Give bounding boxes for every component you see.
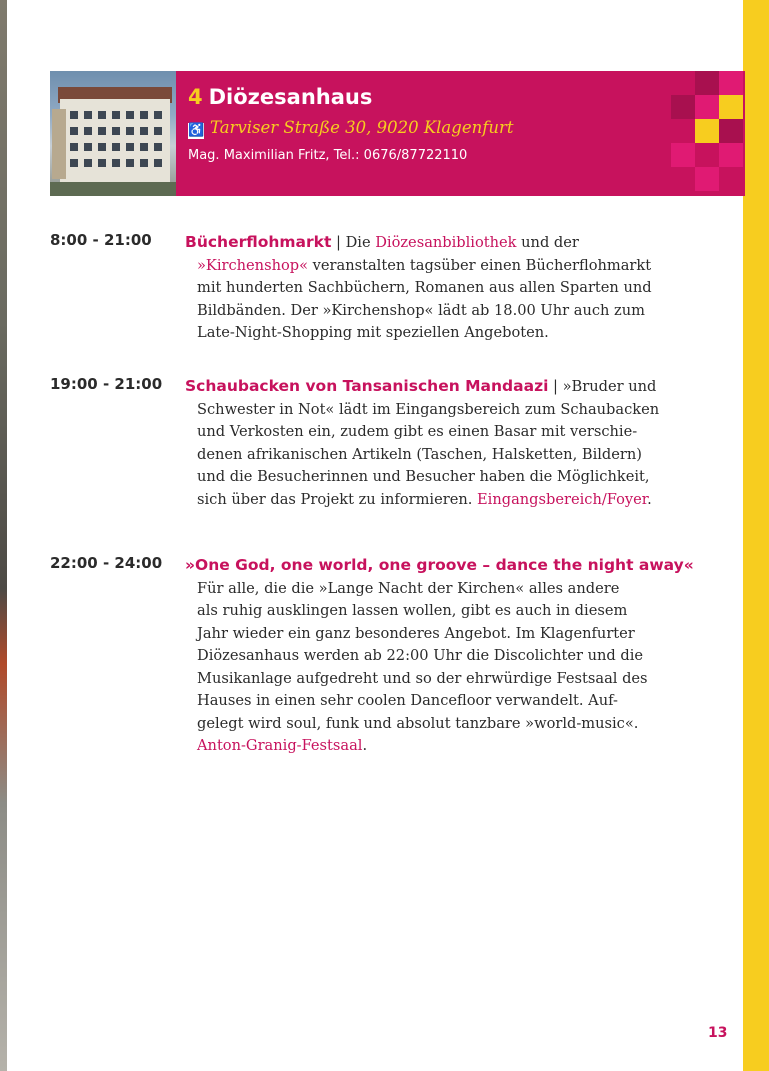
address-text: Tarviser Straße 30, 9020 Klagenfurt (210, 118, 514, 137)
venue-title (188, 85, 372, 109)
building-photo (50, 71, 176, 196)
venue-address (188, 118, 513, 139)
wheelchair-icon: ♿ (188, 123, 205, 138)
page-number: 13 (708, 1025, 728, 1041)
event-location-link[interactable]: Eingangsbereich/Foyer (477, 490, 648, 508)
event-location-link[interactable]: Anton-Granig-Festsaal (197, 737, 363, 754)
venue-contact: Mag. Maximilian Fritz, Tel.: 0676/87722110 (188, 148, 468, 163)
event-time: 22:00 - 24:00 (50, 554, 163, 572)
event-description: »One God, one world, one groove – dance the night away« Für alle, die die »Lange Nacht der Kirchen« alles andere als ruhig ausklingen lassen wollen, gibt es auch in diesem Jahr wieder ein ganz besonderes Angebot. Im Klagenfurter Diözesanhaus werden ab 22:00 Uhr die Discolichter und die Musikanlage aufgedreht und so der ehrwürdige Festsaal des Hauses in einen sehr coolen Dancefloor verwandelt. Auf- gelegt wird soul, funk und absolut tanzbare »world-music«. Anton-Granig-Festsaal. (185, 556, 694, 754)
kirchenshop-link[interactable]: »Kirchenshop« (197, 256, 309, 274)
event-time: 19:00 - 21:00 (50, 375, 163, 393)
event-description: Bücherflohmarkt | Die Diözesanbibliothek und der »Kirchenshop« veranstalten tagsüber einen Bücherflohmarkt mit hunderten Sachbüchern, Romanen aus allen Sparten und Bildbänden. Der »Kirchenshop« lädt ab 18.00 Uhr auch zum Late-Night-Shopping mit speziellen Angeboten. (185, 233, 652, 341)
event-title: Schaubacken von Tansanischen Mandaazi (185, 377, 549, 395)
event-title: »One God, one world, one groove – dance the night away« (185, 556, 694, 574)
venue-number: 4 (188, 85, 203, 109)
background-photo-strip (0, 0, 7, 1071)
event-description: Schaubacken von Tansanischen Mandaazi | »Bruder und Schwester in Not« lädt im Eingangsbereich zum Schaubacken und Verkosten ein, zudem gibt es einen Basar mit verschie- denen afrikanischen Artikeln (Taschen, Halsketten, Bildern) und die Besucherinnen und Besucher haben die Möglichkeit, sich über das Projekt zu informieren. Eingangsbereich/Foyer. (185, 377, 660, 508)
venue-header (50, 71, 745, 196)
venue-name: Diözesanhaus (208, 85, 373, 109)
event-title: Bücherflohmarkt (185, 233, 332, 251)
yellow-margin-bar (743, 0, 769, 1071)
event-time: 8:00 - 21:00 (50, 231, 152, 249)
diozesanbibliothek-link[interactable]: Diözesanbibliothek (375, 234, 517, 251)
